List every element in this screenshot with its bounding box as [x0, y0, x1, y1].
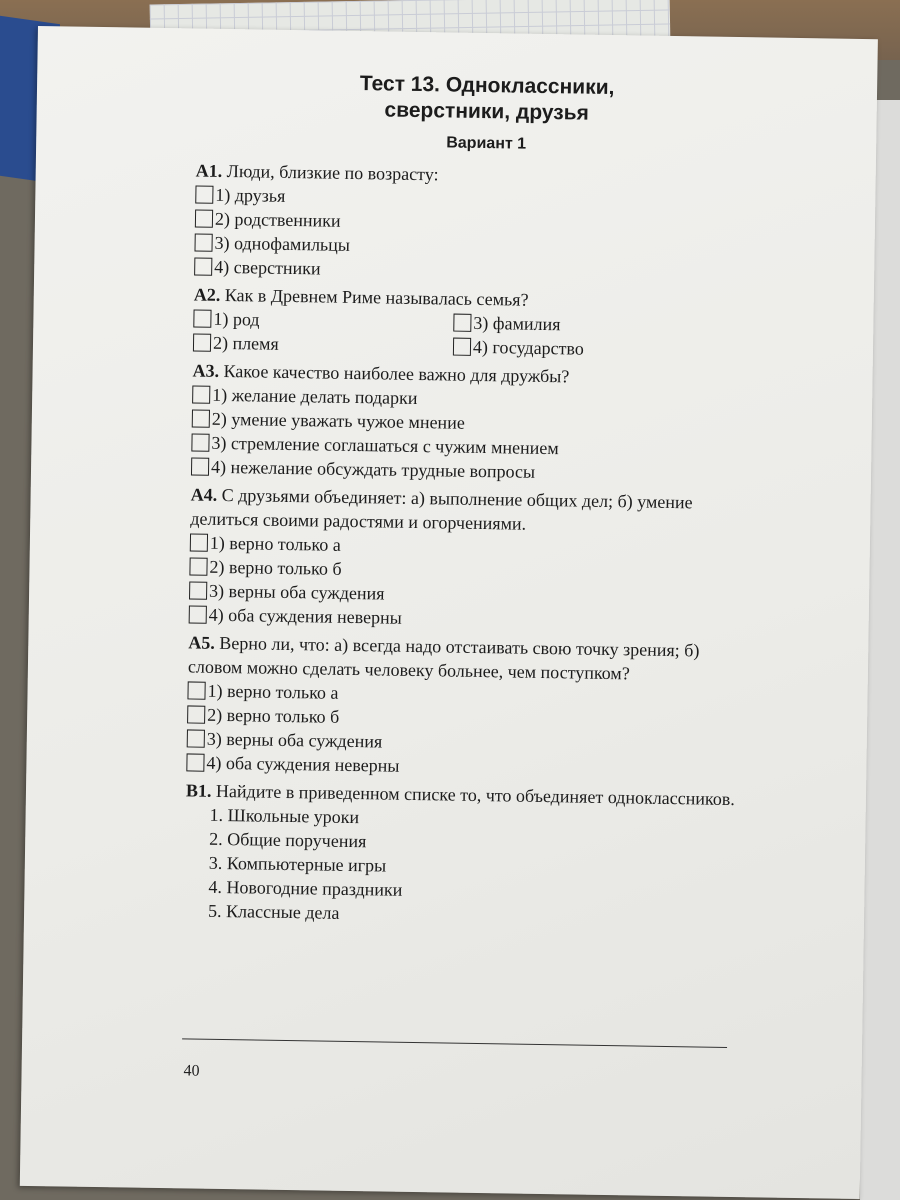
list-item: 5. Классные дела	[207, 900, 340, 923]
question-a2	[193, 282, 754, 363]
question-number: А3.	[192, 360, 220, 381]
question-prompt: С друзьями объединяет: а) выполнение общих дел; б) умение делиться своими радостями и огорчениями.	[190, 484, 693, 534]
option-label: 3) фамилия	[473, 312, 561, 335]
checkbox[interactable]	[195, 185, 213, 203]
option-label: 4) государство	[472, 336, 585, 359]
question-number: А1.	[195, 160, 223, 181]
list-item: 3. Компьютерные игры	[208, 852, 387, 876]
option-label: 4) оба суждения неверны	[208, 604, 402, 628]
list-item: 4. Новогодние праздники	[208, 876, 403, 900]
checkbox[interactable]	[189, 605, 207, 623]
checkbox[interactable]	[192, 385, 210, 403]
question-prompt: Найдите в приведенном списке то, что объединяет одноклассников.	[215, 780, 735, 810]
option-label: 4) нежелание обсуждать трудные вопросы	[210, 456, 536, 482]
option-label: 3) верны оба суждения	[206, 728, 383, 752]
checkbox[interactable]	[187, 705, 205, 723]
checkbox[interactable]	[191, 433, 209, 451]
question-b1	[184, 778, 746, 931]
variant-label: Вариант 1	[446, 134, 527, 153]
footer-rule	[182, 1038, 727, 1048]
question-prompt: Как в Древнем Риме называлась семья?	[224, 284, 529, 310]
checkbox[interactable]	[193, 309, 211, 327]
test-page	[20, 26, 878, 1199]
checkbox[interactable]	[194, 257, 212, 275]
option-label: 1) верно только а	[207, 680, 339, 703]
page-number: 40	[183, 1062, 200, 1080]
option-label: 2) родственники	[214, 208, 341, 231]
list-item: 1. Школьные уроки	[209, 804, 360, 828]
title-line-1: Тест 13. Одноклассники,	[359, 72, 615, 100]
option-label: 2) племя	[212, 332, 279, 354]
question-number: А5.	[188, 632, 215, 653]
option-label: 1) род	[213, 308, 260, 330]
checkbox[interactable]	[192, 409, 210, 427]
question-prompt: Люди, близкие по возрасту:	[226, 160, 439, 185]
option-label: 3) стремление соглашаться с чужим мнением	[211, 432, 559, 459]
question-text	[188, 630, 749, 687]
question-text	[190, 482, 751, 539]
question-number: А2.	[193, 284, 221, 305]
option-label: 1) друзья	[215, 184, 286, 206]
question-number: А4.	[190, 484, 218, 505]
checkbox[interactable]	[195, 209, 213, 227]
answer-option[interactable]	[193, 330, 453, 358]
checkbox[interactable]	[187, 681, 205, 699]
checkbox[interactable]	[190, 533, 208, 551]
option-label: 1) желание делать подарки	[212, 384, 418, 409]
option-label: 1) верно только а	[209, 532, 341, 555]
question-prompt: Верно ли, что: а) всегда надо отстаивать свою точку зрения; б) словом можно сделать человеку больнее, чем поступком?	[187, 632, 700, 684]
option-label: 2) верно только б	[207, 704, 340, 727]
question-number: В1.	[185, 780, 212, 801]
checkbox[interactable]	[191, 457, 209, 475]
checkbox[interactable]	[189, 557, 207, 575]
option-label: 2) умение уважать чужое мнение	[211, 408, 465, 433]
option-label: 3) однофамильцы	[214, 232, 351, 255]
question-a1	[194, 158, 756, 287]
checkbox[interactable]	[193, 333, 211, 351]
question-a5	[186, 630, 748, 783]
option-label: 3) верны оба суждения	[208, 580, 385, 604]
option-label: 4) оба суждения неверны	[206, 752, 400, 776]
option-label: 4) сверстники	[214, 256, 321, 279]
checkbox[interactable]	[453, 338, 471, 356]
options-grid	[193, 306, 754, 363]
checkbox[interactable]	[189, 581, 207, 599]
list-item: 2. Общие поручения	[209, 828, 367, 852]
answer-option[interactable]	[453, 335, 713, 363]
page-content	[184, 69, 757, 936]
question-prompt: Какое качество наиболее важно для дружбы?	[223, 360, 570, 387]
option-label: 2) верно только б	[209, 556, 342, 579]
question-a3	[191, 358, 753, 487]
checkbox[interactable]	[453, 314, 471, 332]
title-line-2: сверстники, друзья	[384, 98, 590, 125]
checkbox[interactable]	[194, 233, 212, 251]
question-a4	[189, 482, 751, 635]
checkbox[interactable]	[186, 753, 204, 771]
page-title	[217, 69, 758, 129]
checkbox[interactable]	[187, 729, 205, 747]
